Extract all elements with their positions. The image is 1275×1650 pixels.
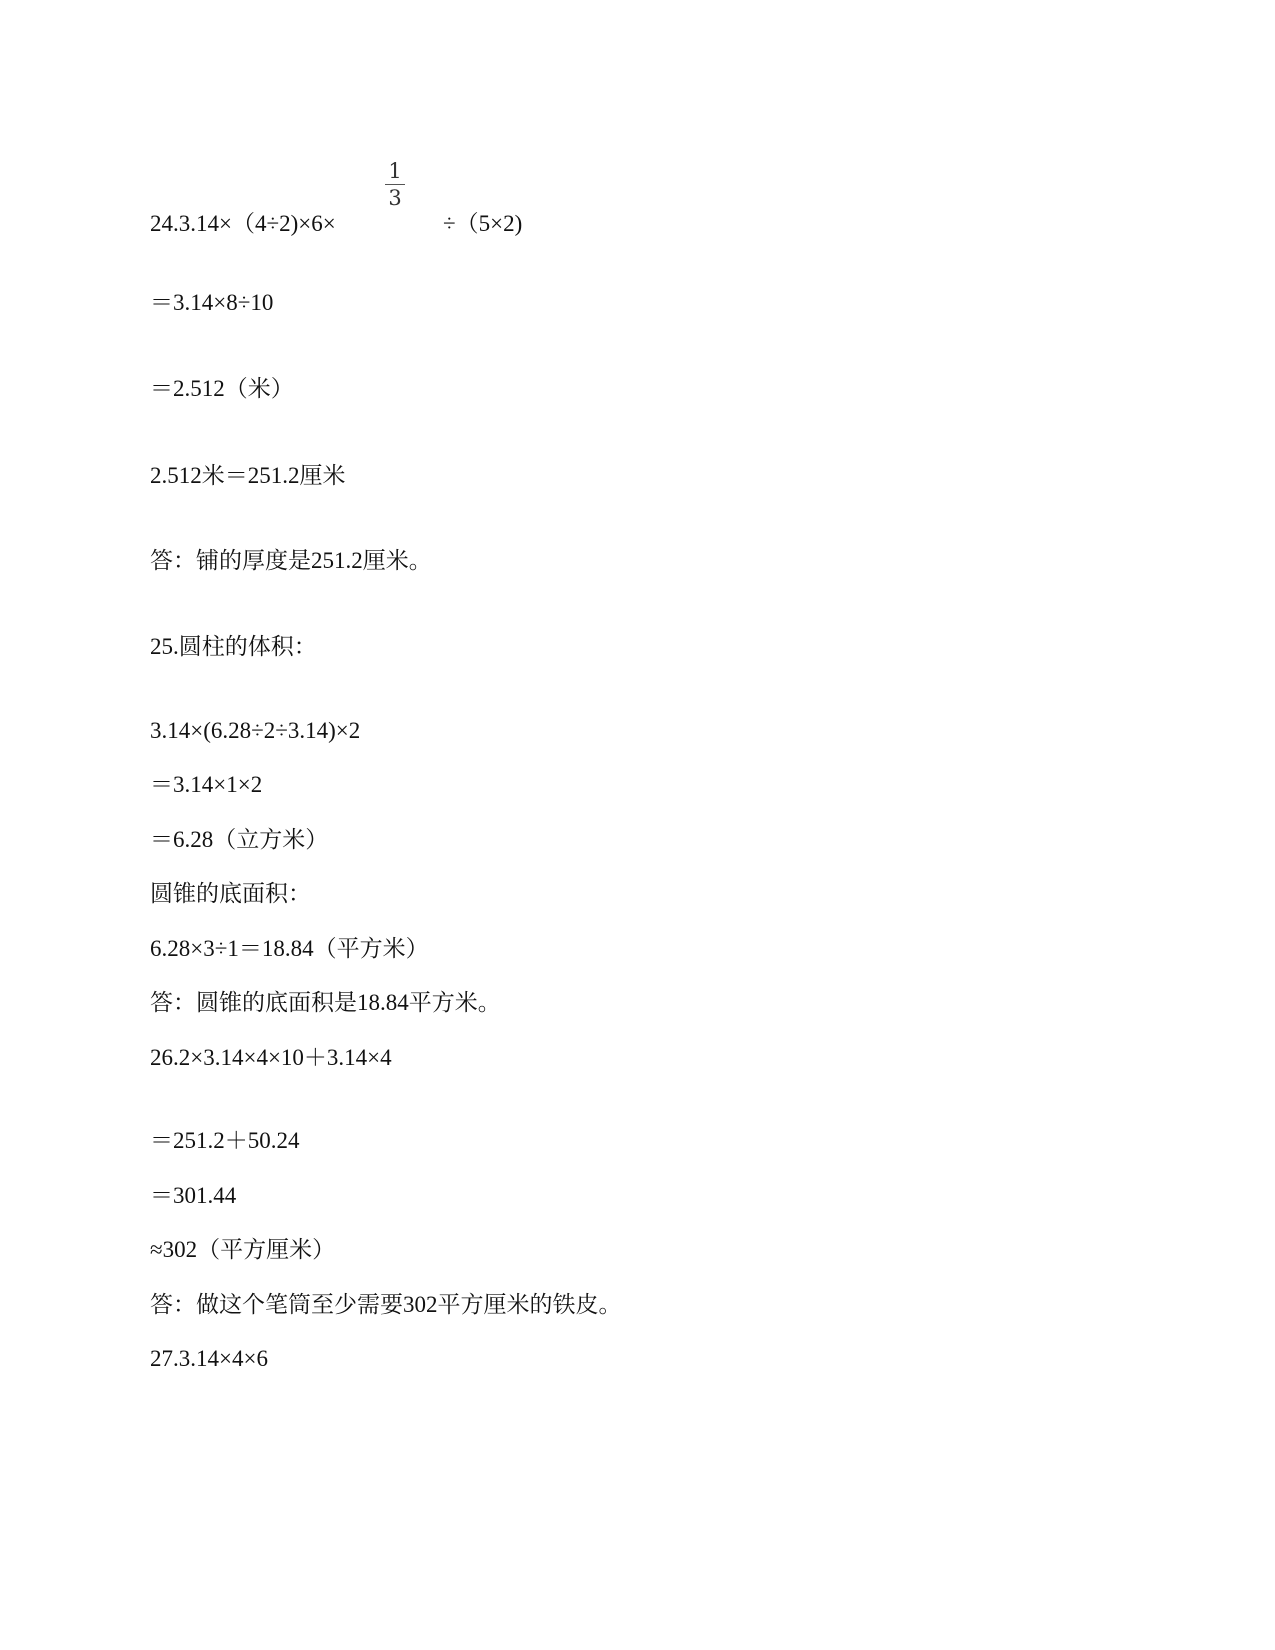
q25-title: 25.圆柱的体积： (150, 634, 317, 659)
q26-step-2: ＝301.44 (150, 1183, 237, 1208)
q24-expression-tail: ÷（5×2) (443, 211, 523, 236)
q24-conversion: 2.512米＝251.2厘米 (150, 463, 346, 488)
q24-fraction (384, 160, 406, 209)
q25-answer: 答：圆锥的底面积是18.84平方米。 (150, 990, 501, 1015)
q26-step-1: ＝251.2＋50.24 (150, 1128, 300, 1153)
q24-step-2: ＝2.512（米） (150, 376, 294, 401)
q25-calculation: 6.28×3÷1＝18.84（平方米） (150, 936, 429, 961)
fraction-numerator: 1 (388, 159, 402, 183)
q26-step-3: ≈302（平方厘米） (150, 1237, 336, 1262)
q25-subtitle: 圆锥的底面积： (150, 881, 311, 906)
q24-step-1: ＝3.14×8÷10 (150, 290, 274, 315)
q26-answer: 答：做这个笔筒至少需要302平方厘米的铁皮。 (150, 1292, 622, 1317)
fraction-denominator: 3 (388, 186, 402, 210)
q26-expression: 26.2×3.14×4×10＋3.14×4 (150, 1045, 392, 1070)
q24-expression-head: 24.3.14×（4÷2)×6× (150, 211, 336, 236)
fraction-bar (385, 184, 405, 185)
q27-expression: 27.3.14×4×6 (150, 1346, 268, 1371)
q25-step-2: ＝6.28（立方米） (150, 827, 329, 852)
q25-expression: 3.14×(6.28÷2÷3.14)×2 (150, 718, 361, 743)
q24-answer: 答：铺的厚度是251.2厘米。 (150, 548, 432, 573)
q25-step-1: ＝3.14×1×2 (150, 772, 263, 797)
